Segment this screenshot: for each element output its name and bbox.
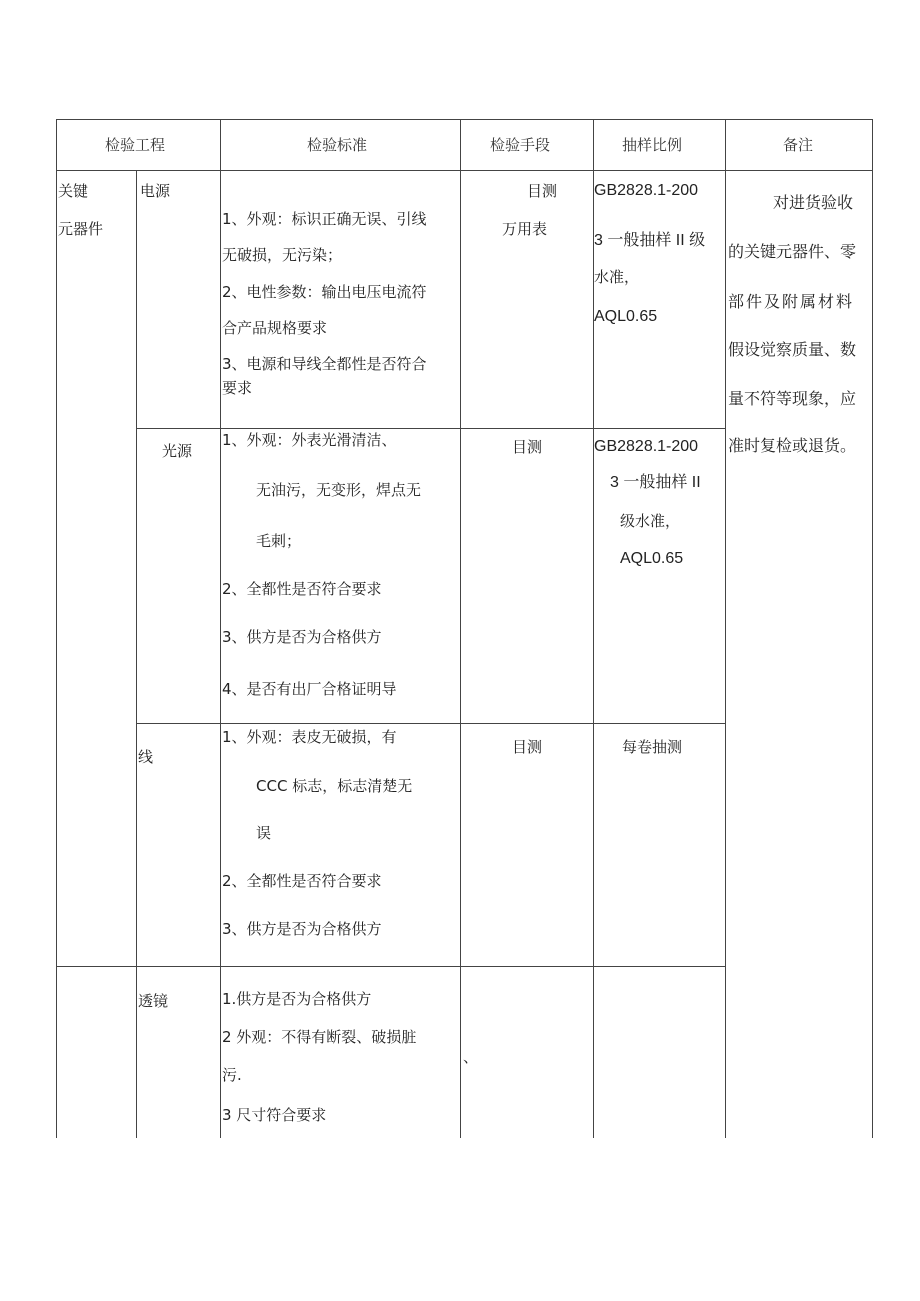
remark-line: 的关键元器件、零 [728, 242, 857, 261]
standard-line: 2、全都性是否符合要求 [222, 872, 382, 890]
standard-line: 无破损，无污染； [222, 246, 343, 264]
standard-line: 1、外观：表皮无破损，有 [222, 728, 397, 746]
row-wire-item: 线 [138, 748, 154, 766]
standard-line: 1、外观：标识正确无误、引线 [222, 210, 427, 228]
standard-line: 污. [222, 1066, 242, 1084]
standard-line: 2、电性参数：输出电压电流符 [222, 283, 427, 301]
remark-line: 部件及附属材料 [728, 292, 855, 311]
header-remark: 备注 [783, 136, 814, 154]
row-power-sampling-4: AQL0.65 [594, 308, 658, 325]
standard-line: 2 外观：不得有断裂、破损脏 [222, 1028, 417, 1046]
row-power-method-2: 万用表 [502, 220, 548, 238]
row-divider-2 [136, 723, 725, 724]
category-label-line1: 关键 [58, 182, 89, 200]
header-inspection-item: 检验工程 [105, 136, 166, 154]
row-light-method: 目测 [512, 438, 543, 456]
header-divider-1 [220, 119, 221, 171]
row-light-sampling-1: GB2828.1-200 [594, 438, 699, 455]
standard-line: 合产品规格要求 [222, 319, 328, 337]
row-wire-sampling: 每卷抽测 [622, 738, 683, 756]
remark-line: 假设觉察质量、数 [728, 340, 857, 359]
row-divider-1 [136, 428, 725, 429]
standard-line: 毛刺； [256, 532, 302, 550]
row-light-sampling-4: AQL0.65 [620, 550, 684, 567]
standard-line: 2、全都性是否符合要求 [222, 580, 382, 598]
standard-line: 1.供方是否为合格供方 [222, 990, 372, 1008]
category-label-line2: 元器件 [58, 220, 104, 238]
table-right-border [872, 119, 873, 1138]
method-left-divider [460, 119, 461, 1138]
row-wire-method: 目测 [512, 738, 543, 756]
standard-line: 3、供方是否为合格供方 [222, 628, 382, 646]
header-inspection-standard: 检验标准 [307, 136, 368, 154]
row-power-sampling-2: 3 一般抽样 II 级 [594, 232, 706, 249]
row-lens-item: 透镜 [138, 992, 169, 1010]
row-light-sampling-3: 级水准， [620, 512, 681, 530]
table-left-border [56, 119, 57, 1138]
standard-line: 误 [256, 824, 272, 842]
row-power-item: 电源 [140, 182, 171, 200]
standard-left-divider [220, 170, 221, 1138]
standard-line: 3、电源和导线全都性是否符合 [222, 355, 427, 373]
remark-line: 准时复检或退货。 [728, 436, 857, 455]
row-light-item: 光源 [162, 442, 193, 460]
row-divider-3 [56, 966, 725, 967]
remark-line: 量不符等现象，应 [728, 389, 857, 408]
row-power-method-1: 目测 [527, 182, 558, 200]
standard-line: CCC 标志，标志清楚无 [256, 777, 413, 795]
header-bottom-border [56, 170, 873, 171]
row-lens-method: 、 [463, 1048, 479, 1066]
standard-line: 要求 [222, 379, 253, 397]
remark-line: 对进货验收 [773, 193, 854, 212]
standard-line: 无油污，无变形，焊点无 [256, 481, 422, 499]
item-divider [136, 170, 137, 1138]
standard-line: 4、是否有出厂合格证明导 [222, 680, 397, 698]
standard-line: 3 尺寸符合要求 [222, 1106, 327, 1124]
standard-line: 1、外观：外表光滑清洁、 [222, 431, 397, 449]
remark-left-divider [725, 119, 726, 1138]
row-power-sampling-3: 水准， [594, 268, 640, 286]
standard-line: 3、供方是否为合格供方 [222, 920, 382, 938]
header-sampling-ratio: 抽样比例 [622, 136, 683, 154]
header-inspection-method: 检验手段 [490, 136, 551, 154]
row-power-sampling-1: GB2828.1-200 [594, 182, 699, 199]
row-light-sampling-2: 3 一般抽样 II [610, 474, 701, 491]
table-top-border [56, 119, 873, 120]
